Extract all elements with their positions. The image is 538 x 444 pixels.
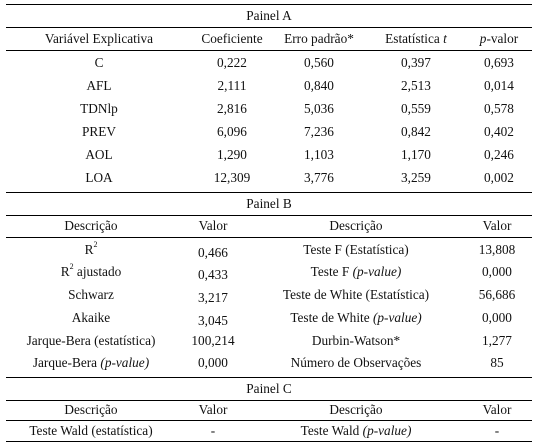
description-cell: Schwarz: [68, 287, 114, 302]
description-cell: $R^2$ ajustado: [60, 262, 122, 279]
header-variable: Variável Explicativa: [44, 31, 154, 46]
header-value-1: Valor: [198, 402, 228, 417]
variable-cell: TDNlp: [80, 101, 118, 116]
value-cell: 1,277: [482, 333, 512, 348]
panel-a-title: Painel A: [246, 8, 292, 23]
rule-top: [6, 4, 532, 5]
t-stat-cell: 0,842: [401, 124, 431, 139]
description-cell: Teste F (Estatística): [303, 242, 409, 257]
description-cell: Teste F (p-value): [310, 264, 402, 279]
std-error-cell: 7,236: [304, 124, 334, 139]
value-cell: -: [494, 423, 500, 438]
value-cell: 0,000: [198, 355, 228, 370]
std-error-cell: 3,776: [304, 170, 334, 185]
value-cell: 0,433: [198, 267, 228, 282]
header-description-1: Descrição: [64, 218, 118, 233]
p-value-cell: 0,246: [484, 147, 514, 162]
rule-panel-b-header: [6, 237, 532, 238]
p-value-cell: 0,002: [484, 170, 514, 185]
coefficient-cell: 6,096: [217, 124, 247, 139]
description-cell: Teste Wald (estatística): [29, 423, 153, 438]
header-value-1: Valor: [198, 218, 228, 233]
value-cell: 100,214: [191, 333, 235, 348]
value-cell: 0,000: [482, 264, 512, 279]
p-value-cell: 0,578: [484, 101, 514, 116]
header-p-value: p-valor: [479, 31, 519, 46]
header-std-error: Erro padrão*: [284, 31, 354, 46]
variable-cell: LOA: [85, 170, 113, 185]
t-stat-cell: 2,513: [401, 78, 431, 93]
rule-panel-c-top: [6, 377, 532, 378]
rule-panel-c-title: [6, 400, 532, 401]
std-error-cell: 0,840: [304, 78, 334, 93]
description-cell: Teste de White (Estatística): [282, 287, 430, 302]
description-cell: Durbin-Watson*: [311, 333, 401, 348]
variable-cell: AFL: [86, 78, 112, 93]
t-stat-cell: 1,170: [401, 147, 431, 162]
t-stat-cell: 0,397: [401, 55, 431, 70]
header-value-2: Valor: [482, 402, 512, 417]
coefficient-cell: 2,111: [217, 78, 247, 93]
t-stat-cell: 3,259: [401, 170, 431, 185]
variable-cell: PREV: [82, 124, 116, 139]
rule-panel-a-title: [6, 27, 532, 28]
std-error-cell: 1,103: [304, 147, 334, 162]
header-description-2: Descrição: [329, 402, 383, 417]
coefficient-cell: 0,222: [217, 55, 247, 70]
description-cell: Teste Wald (p-value): [300, 423, 412, 438]
variable-cell: C: [94, 55, 104, 70]
value-cell: 13,808: [478, 242, 516, 257]
description-cell: Número de Observações: [290, 355, 422, 370]
coefficient-cell: 12,309: [213, 170, 251, 185]
p-value-cell: 0,402: [484, 124, 514, 139]
p-value-cell: 0,014: [484, 78, 514, 93]
value-cell: 3,217: [198, 290, 228, 305]
value-cell: 3,045: [198, 313, 228, 328]
header-description-2: Descrição: [329, 218, 383, 233]
description-cell: Jarque-Bera (p-value): [32, 355, 150, 370]
std-error-cell: 0,560: [304, 55, 334, 70]
coefficient-cell: 2,816: [217, 101, 247, 116]
description-cell: Jarque-Bera (estatística): [26, 333, 156, 348]
value-cell: 0,466: [198, 245, 228, 260]
header-coefficient: Coeficiente: [201, 31, 263, 46]
rule-panel-b-title: [6, 215, 532, 216]
value-cell: 85: [490, 355, 504, 370]
header-value-2: Valor: [482, 218, 512, 233]
std-error-cell: 5,036: [304, 101, 334, 116]
p-value-cell: 0,693: [484, 55, 514, 70]
value-cell: 0,000: [482, 310, 512, 325]
rule-bottom: [6, 441, 532, 442]
value-cell: -: [210, 423, 216, 438]
header-t-stat: Estatística t: [385, 31, 447, 46]
variable-cell: AOL: [85, 147, 113, 162]
rule-panel-c-header: [6, 420, 532, 421]
t-stat-cell: 0,559: [401, 101, 431, 116]
description-cell: $R^2$: [84, 240, 98, 257]
rule-panel-a-header: [6, 50, 532, 51]
coefficient-cell: 1,290: [217, 147, 247, 162]
header-description-1: Descrição: [64, 402, 118, 417]
panel-b-title: Painel B: [246, 196, 292, 211]
description-cell: Akaike: [71, 310, 111, 325]
description-cell: Teste de White (p-value): [290, 310, 422, 325]
rule-panel-b-top: [6, 192, 532, 193]
panel-c-title: Painel C: [246, 381, 292, 396]
value-cell: 56,686: [478, 287, 516, 302]
